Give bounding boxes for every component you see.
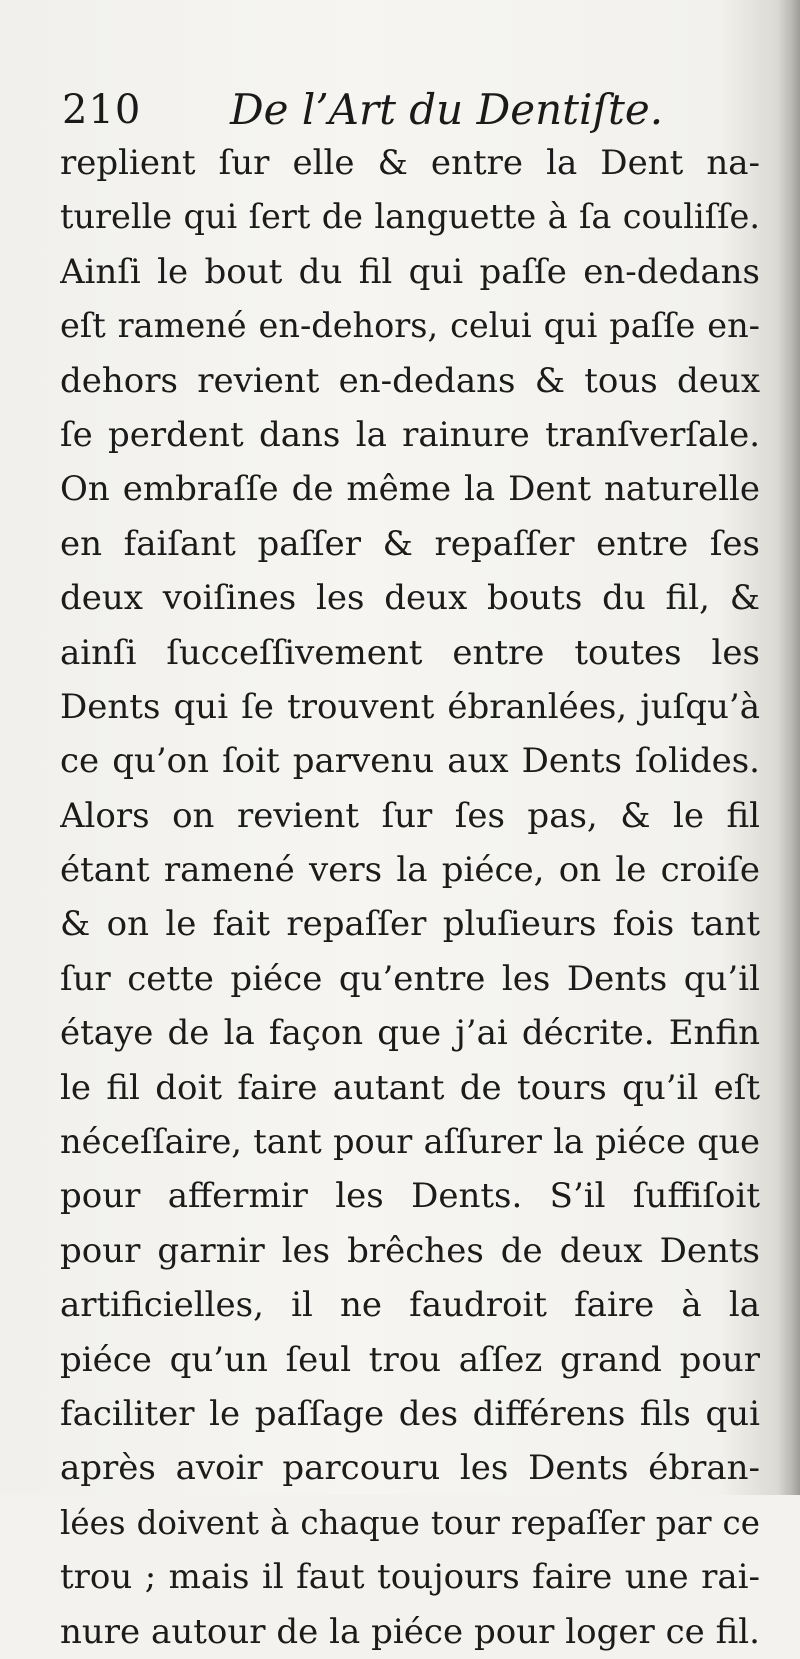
text-line: ſur cette piéce qu’entre les Dents qu’il — [60, 958, 760, 999]
text-line: Ainſi le bout du fil qui paſſe en-dedans — [60, 251, 760, 292]
running-title: De l’Art du Dentiſte. — [230, 85, 664, 134]
text-line: & on le fait repaſſer pluſieurs fois tant — [60, 904, 760, 945]
text-line: artificielles, il ne faudroit faire à la — [60, 1285, 760, 1326]
text-line: Dents qui ſe trouvent ébranlées, juſqu’à — [60, 686, 760, 727]
text-line: pour affermir les Dents. S’il ſuffiſoit — [60, 1176, 760, 1217]
text-line: pour garnir les brêches de deux Dents — [60, 1230, 760, 1271]
text-line: On embraſſe de même la Dent naturelle — [60, 469, 760, 510]
page-number: 210 — [62, 87, 142, 133]
text-line: ſe perdent dans la rainure tranſverſale. — [60, 414, 760, 455]
text-line: après avoir parcouru les Dents ébran- — [60, 1448, 760, 1489]
text-line: Alors on revient ſur ſes pas, & le fil — [60, 795, 760, 836]
text-line: trou ; mais il faut toujours faire une rai- — [60, 1557, 760, 1598]
text-line: dehors revient en-dedans & tous deux — [60, 360, 760, 401]
text-line: nure autour de la piéce pour loger ce fil. — [60, 1611, 760, 1652]
text-line: eſt ramené en-dehors, celui qui paſſe en- — [60, 306, 760, 346]
text-line: étaye de la façon que j’ai décrite. Enfin — [60, 1013, 760, 1054]
text-line: piéce qu’un ſeul trou aſſez grand pour — [60, 1339, 760, 1380]
text-line: le fil doit faire autant de tours qu’il eſt — [60, 1067, 760, 1108]
text-line: en faiſant paſſer & repaſſer entre ſes — [60, 523, 760, 564]
body-text — [60, 136, 760, 1659]
text-line: lées doivent à chaque tour repaſſer par ce — [60, 1503, 760, 1542]
text-line: deux voiſines les deux bouts du fil, & — [60, 578, 760, 619]
page-edge-shadow — [778, 0, 800, 1495]
page-header — [62, 82, 762, 140]
text-line: ainſi ſucceſſivement entre toutes les — [60, 632, 760, 673]
text-line: replient ſur elle & entre la Dent na- — [60, 143, 760, 183]
text-line: turelle qui ſert de languette à ſa couliſſe. — [60, 197, 760, 237]
text-line: étant ramené vers la piéce, on le croiſe — [60, 850, 760, 891]
text-line: ce qu’on ſoit parvenu aux Dents ſolides. — [60, 741, 760, 782]
text-line: néceſſaire, tant pour aſſurer la piéce que — [60, 1122, 760, 1162]
text-line: faciliter le paſſage des différens fils qui — [60, 1393, 760, 1434]
